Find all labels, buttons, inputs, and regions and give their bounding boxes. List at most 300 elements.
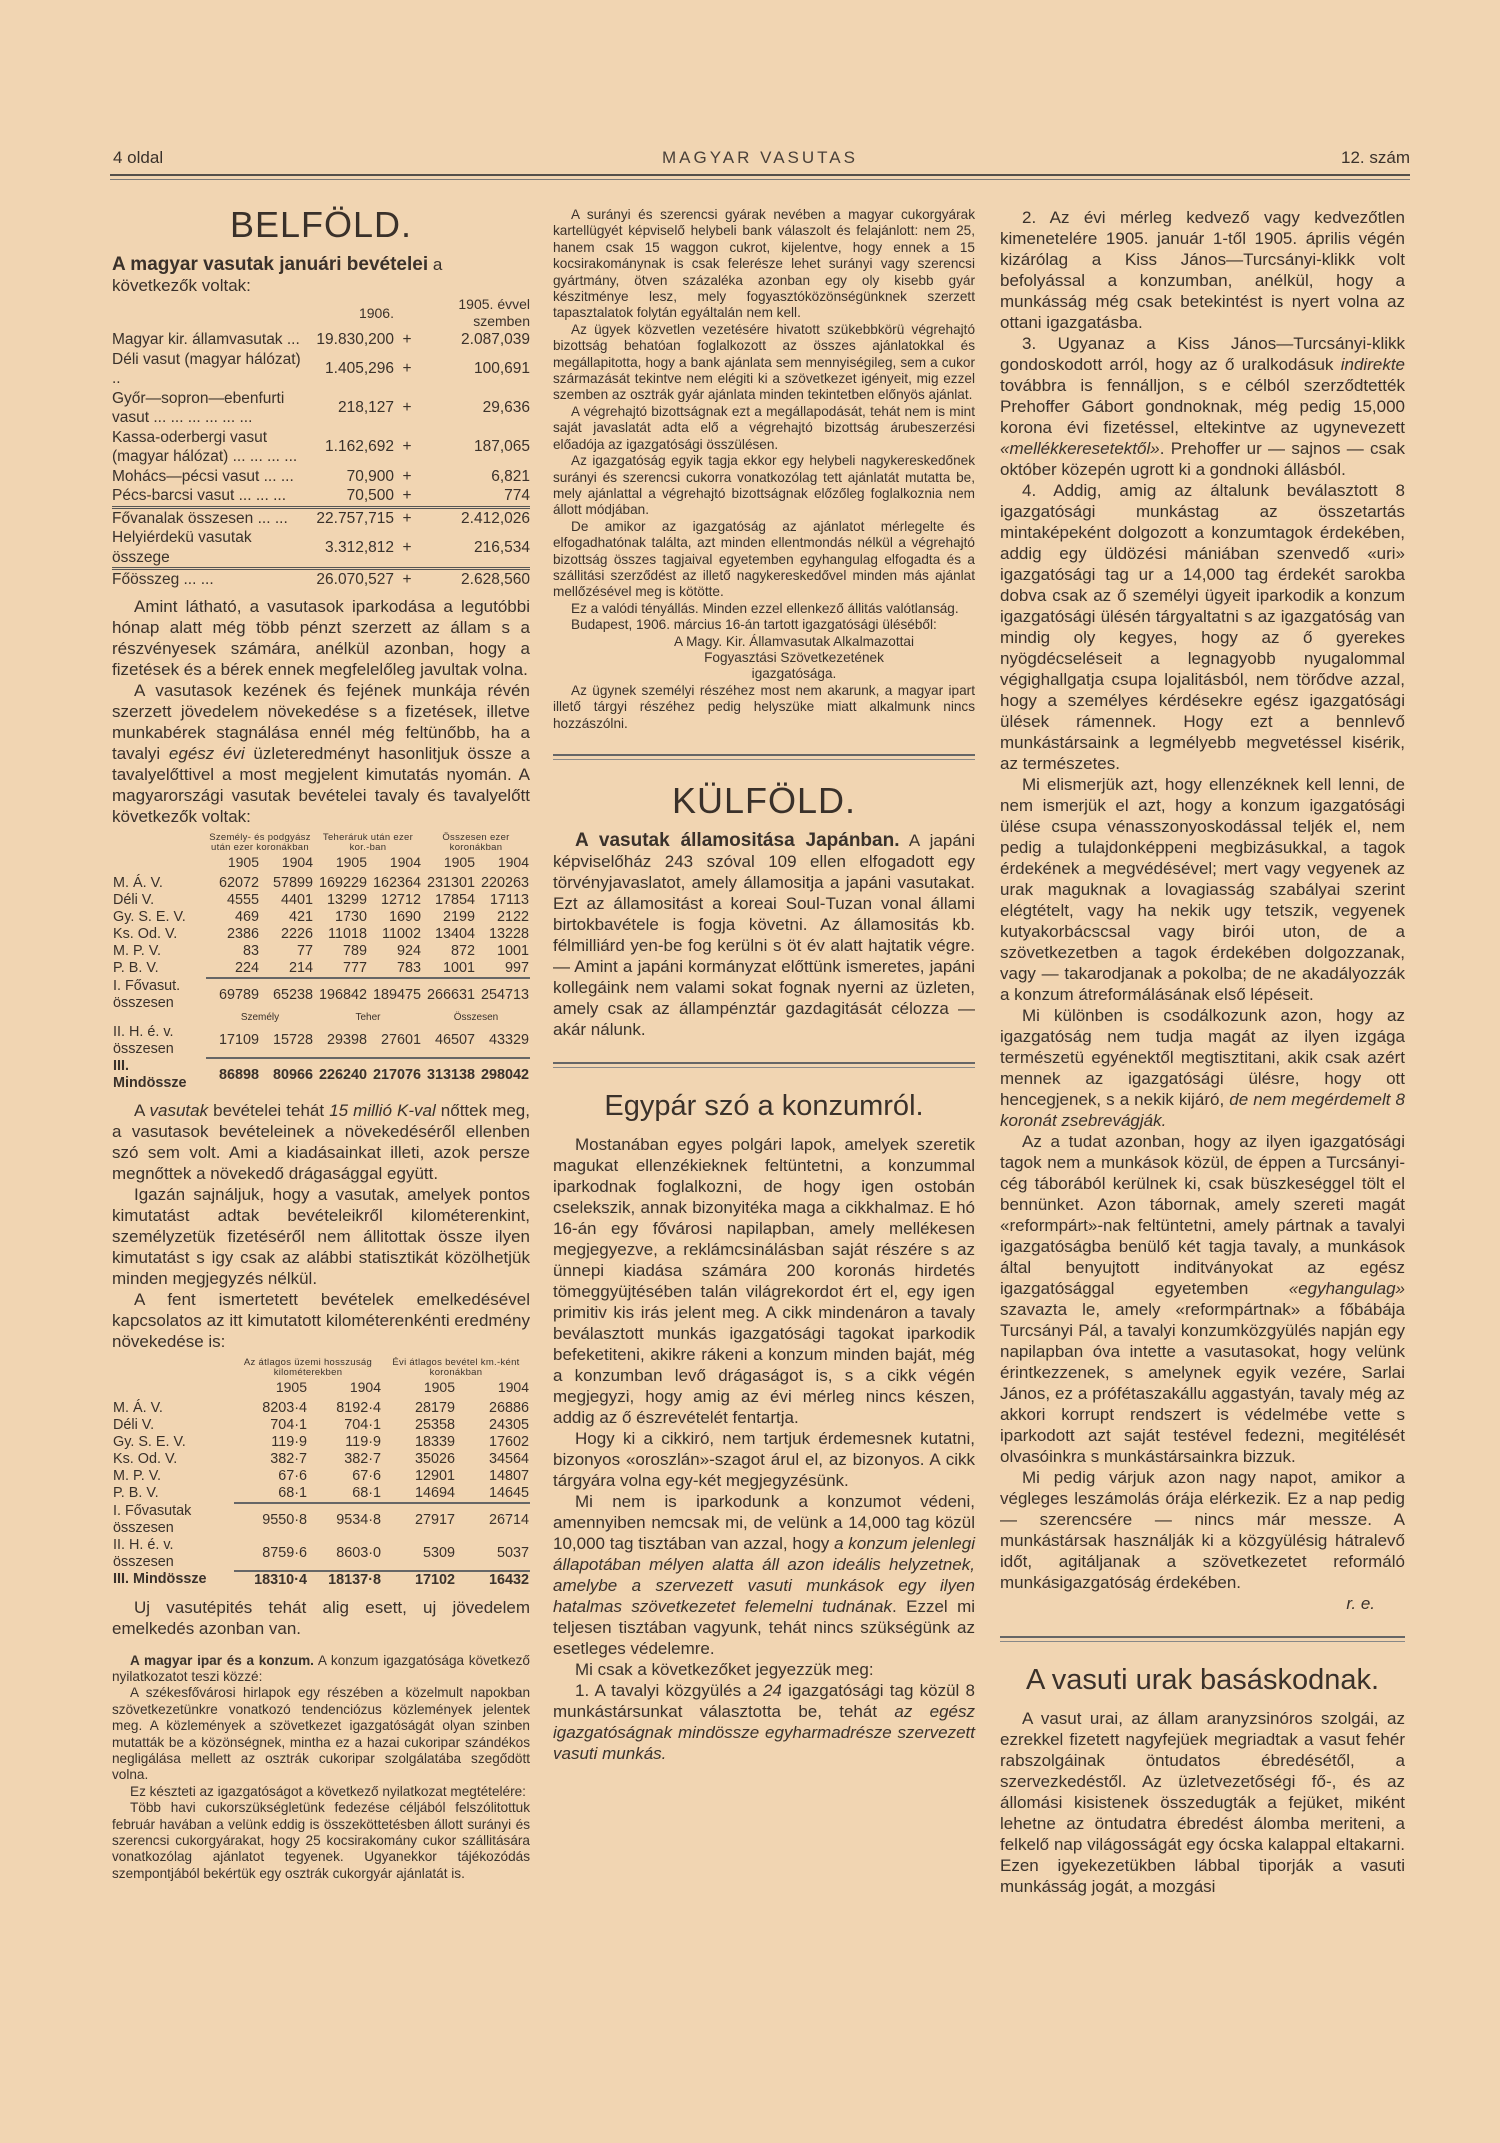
text-run: A [134, 1100, 150, 1120]
paragraph: Ez a valódi tényállás. Minden ezzel ellenkező állitás valótlanság. [571, 600, 959, 616]
cell: 789 [342, 942, 367, 959]
text-run: 3. Ugyanaz a Kiss János—Turcsányi-klikk gondoskodott arról, hogy az ő uralkodásuk [1000, 334, 1405, 374]
row-label: III. Mindössze [113, 1057, 187, 1091]
cell: 8603·0 [308, 1537, 382, 1571]
paragraph [553, 1680, 975, 1764]
text-run: Az a tudat azonban, hogy az ilyen igazgatósági tagok nem a munkások közül, de éppen a Turcsányi-cég táborából kerülnek ki, csak büszkeséggel tölt el bennünket. Azon tábornak, amely szereti magát «reformpárt»-nak feltüntetni, amely pártnak a tavalyi igazgatóságba benülő két tagja tavaly, a munkások által benyujtott inditványokat az egész igazgatósággal egyetemben [1000, 1132, 1405, 1298]
cell: 226240 [318, 1066, 367, 1083]
italic-run: 24 [762, 1681, 782, 1700]
table-body [112, 330, 530, 590]
konzum-comment [553, 683, 975, 732]
sub-header: Összesen [453, 1011, 499, 1023]
cell: + [402, 331, 412, 348]
text-run: A vasutasok kezének és fejének munkája révén szerzett jövedelem növekedése s a fizetések, illetve munkabérek stagnálása ennél még feltünőbb, ha a tavalyi [112, 680, 530, 763]
cell: 119·9 [345, 1433, 381, 1450]
total-row [112, 1058, 530, 1092]
cell: 2.087,039 [461, 331, 530, 348]
cell: 1.162,692 [325, 438, 394, 456]
row-label: M. Á. V. [113, 874, 163, 891]
cell: 9550·8 [262, 1511, 307, 1528]
cell: 4401 [280, 891, 313, 908]
konzum-statement [112, 1653, 530, 1883]
spacer [112, 296, 302, 330]
cell: 70,900 [346, 467, 394, 485]
cell: 924 [396, 942, 421, 959]
year-header: 1905 [275, 1378, 307, 1395]
table-row [112, 350, 530, 389]
row-label: II. H. é. v. összesen [113, 1536, 174, 1570]
article-body [112, 596, 530, 827]
row-label: Fővanalak összesen ... ... [112, 507, 302, 528]
paragraph: Hogy ki a cikkiró, nem tartjuk érdemesnek kutatni, bizonyos «oroszlán»-szagot árul el, az bizonyos. A cikk tárgyára volna egy-két megjegyzésünk. [553, 1429, 975, 1490]
cell: 382·7 [344, 1450, 381, 1467]
paragraph: Mi pedig várjuk azon nagy napot, amikor a végleges leszámolás órája elérkezik. Ez a nap pedig — szerencsére — nincs már messze. A munkástársak használják ki a közgyülésig hátralevő időt, agitáljanak a szövetkezetet reformáló munkásigazgatóság érdekében. [1000, 1468, 1405, 1592]
cell: + [394, 569, 420, 590]
vasuti-urak-article [1000, 1708, 1405, 1897]
spacer [112, 1379, 234, 1400]
cell: 29,636 [482, 399, 530, 417]
table-row [112, 1434, 530, 1451]
cell: 67·6 [278, 1467, 307, 1484]
konzum-article [553, 1134, 975, 1764]
text-run: továbbra is fennálljon, s e célból szerződtették Prehoffer Gábort gondnoknak, még pedig 15,000 korona évi fizetéssel, eltekintve az ugynevezett [1000, 376, 1405, 437]
total-row [112, 1571, 530, 1589]
cell: 35026 [414, 1450, 455, 1467]
group-header: Teheráruk után ezer kor.-ban [322, 831, 414, 853]
row-label: Helyiérdekü vasutak összege [112, 529, 252, 566]
cell: 189475 [372, 986, 421, 1003]
year-header: 1905 [443, 853, 475, 870]
cell: 68·1 [308, 1485, 382, 1503]
cell: 266631 [426, 986, 475, 1003]
cell: 77 [296, 942, 313, 959]
table-row [112, 330, 530, 350]
row-label: Gy. S. E. V. [113, 908, 186, 925]
row-label: Kassa-oderbergi vasut (magyar hálózat) ... ... ... ... [112, 428, 298, 465]
cell: + [402, 360, 412, 378]
col-header: 1905. évvel szemben [458, 296, 530, 329]
article-lead [112, 254, 530, 296]
section-divider [553, 1062, 975, 1068]
cell: 65238 [272, 986, 313, 1003]
year-row [112, 1379, 530, 1400]
cell: 13404 [434, 925, 475, 942]
paragraph: 4. Addig, amig az általunk beválasztott 8 igazgatósági munkástag az összetartás mintaképeként dolgozott a konzumtagok érdekében, addig egy üldözési mániában szenvedő «uri» igazgatósági tag ur a 14,000 tag érdekét sarokba dobva csak az ő személyi ügyeit iparkodik a konzum igazgatósági ülésén tárgyaltatni s az igazgatóság van mindig oly kegyes, hogy az ő gyerekes nyögdécseléseit a legnagyobb nyugalommal végighallgatja csupa lojalitásból, nem törődve azzal, hogy a személyes kérdésekre egész igazgatósági ülések rámennek. Hogy ezt a bennlevő munkástársaink a legmélyebb megvetéssel kisérik, az természetes. [1000, 481, 1405, 773]
group-header-row [112, 833, 530, 854]
cell: 421 [288, 908, 313, 925]
text-run: bevételei tehát [208, 1100, 330, 1120]
cell: 34564 [488, 1450, 529, 1467]
cell: 17602 [488, 1433, 529, 1450]
spacer [112, 854, 206, 875]
paragraph: A vasut urai, az állam aranyzsinóros szolgái, az ezrekkel fizetett nagyfejüek megriadtak a vasut fehér rabszolgáinak öntudatos ébredésétől, a szervezkedéstől. Az üzletvezetőségi fő-, és az állomási kisistenek összedugták a fejüket, miként lehetne az öntudatra ébredést álomba meriteni, a felkelő nap világosságát egy ócska kalappal eltakarni. Ezen igyekezetükben lábbal tiporják a vasuti munkásság jogát, a mozgási [1000, 1709, 1405, 1896]
sub-header-row [112, 1012, 530, 1024]
cell: 169229 [318, 874, 367, 891]
year-header: 1905 [335, 853, 367, 870]
text-run: igazgatósági tag közül 8 munkástársunkat választotta be, tehát [553, 1681, 975, 1721]
text-run: Mi nem is iparkodunk a konzumot védeni, amennyiben nemcsak mi, de velünk a 14,000 tag közül 10,000 tag tisztában van azzal, hogy [553, 1492, 975, 1553]
italic-run: a konzum jelenlegi állapotában mélyen alatta áll azon ideális helyzetnek, amelybe a szervezett vasuti munkások egy ilyen hatalmas szövetkezetet felemelni tudnának [553, 1534, 975, 1616]
cell: 220263 [480, 874, 529, 891]
cell: 19.830,200 [316, 331, 394, 348]
cell: 162364 [372, 874, 421, 891]
table-row [112, 569, 530, 590]
author-initials: r. e. [1346, 1594, 1375, 1613]
revenue-table-yearly [112, 833, 530, 1092]
cell: 43329 [476, 1024, 530, 1058]
italic-run: 15 millió K-val [329, 1100, 436, 1120]
text-run: üzleteredményt hasonlitjuk össze a tavalyelőttivel a most megjelent kimutatás nyomán. A magyarországi vasutak bevételei tavaly és tavalyelőtt következők voltak: [112, 743, 530, 826]
signature-line: Fogyasztási Szövetkezetének [704, 649, 884, 665]
cell: 57899 [272, 874, 313, 891]
table-row [112, 1417, 530, 1434]
paragraph: Mi csak a következőket jegyezzük meg: [575, 1660, 874, 1679]
paragraph [553, 1491, 975, 1659]
paragraph: A fent ismertetett bevételek emelkedésével kapcsolatos az itt kimutatott kilométerenkénti eredmény növekedése is: [112, 1289, 530, 1351]
header-rule [110, 174, 1410, 180]
cell: 16432 [488, 1571, 529, 1588]
row-label: I. Fővasut. összesen [113, 977, 181, 1011]
year-row [112, 854, 530, 875]
cell: 469 [234, 908, 259, 925]
row-label: M. P. V. [113, 1467, 161, 1484]
paragraph: Ez készteti az igazgatóságot a következő nyilatkozat megtételére: [130, 1783, 526, 1799]
cell: 298042 [480, 1066, 529, 1083]
cell: 25358 [414, 1416, 455, 1433]
table-row [112, 1485, 530, 1503]
cell: 14807 [488, 1467, 529, 1484]
cell: 11018 [328, 925, 367, 942]
cell: 382·7 [270, 1450, 307, 1467]
text-run: . Prehoffer ur — sajnos — csak október közepén ugrott ki a gondnoki állásból. [1000, 439, 1405, 479]
italic-run: vasutak [149, 1100, 209, 1120]
cell: + [402, 467, 412, 485]
table-row [112, 1451, 530, 1468]
row-label: III. Mindössze [113, 1571, 207, 1587]
newspaper-title: MAGYAR VASUTAS [662, 148, 858, 167]
row-label: Főösszeg ... ... [112, 569, 302, 590]
total-row [112, 1024, 530, 1058]
cell: 8759·6 [234, 1537, 308, 1571]
paragraph: A székesfővárosi hirlapok egy részében a közelmult napokban szövetkezetünkre vonatkozó tendenciózus közlemények jelentek meg. A közlemények a szövetkezet igazgatóságát olyan szinben mutatták be a közönségnek, mintha ez a hazai cukoripar szándékos negligálása mellett az osztrák cukoripar szolgálatába szegődött volna. [112, 1685, 530, 1783]
cell: 4555 [226, 891, 259, 908]
year-header: 1904 [389, 853, 421, 870]
cell: 8192·4 [336, 1399, 381, 1416]
total-row [112, 1537, 530, 1571]
column-right [1000, 207, 1405, 1897]
km-revenue-table [112, 1358, 530, 1589]
year-header: 1904 [281, 853, 313, 870]
text-run: szavazta le, amely «reformpártnak» a főbábája Turcsányi Pál, a tavalyi konzumközgyülés napján egy napilapban óva intette a vasutasokat, hogy velünk érintkezzenek, s amelynek egyik vezére, Sarlai János, ez a prófétaszakállu aggastyán, tavaly még az akkori korrupt rendszert is védelmébe vette s iparkodott azt saját testével fedezni, megitélését olvasóinkra s munkástársainkra bizzuk. [1000, 1300, 1405, 1466]
row-label: Mohács—pécsi vasut ... ... [112, 467, 294, 485]
row-label: M. Á. V. [113, 1399, 163, 1416]
article-body [112, 1100, 530, 1352]
paragraph: Igazán sajnáljuk, hogy a vasutak, amelyek pontos kimutatást adtak bevételeikről kilométerenkint, személyzetük fizetéséről nem állitottak össze ilyen kimutatást s igy csak az alábbi statisztikát közölhetjük minden megjegyzés nélkül. [112, 1184, 530, 1288]
issue-number: 12. szám [1341, 148, 1410, 167]
cell: 313138 [426, 1066, 475, 1083]
cell: 28179 [414, 1399, 455, 1416]
cell: 704·1 [270, 1416, 307, 1433]
page-number: 4 oldal [113, 148, 164, 167]
paragraph: Uj vasutépités tehát alig esett, uj jövedelem emelkedés azonban van. [112, 1597, 530, 1638]
cell: + [394, 507, 420, 528]
cell: 70,500 [346, 487, 394, 504]
italic-run: az egész igazgatóságnak mindössze egyharmadrésze szervezett vasuti munkás. [553, 1702, 975, 1763]
cell: 22.757,715 [302, 507, 394, 528]
cell: 26.070,527 [302, 569, 394, 590]
cell: 1001 [496, 942, 529, 959]
paragraph [1000, 333, 1405, 480]
cell: 12901 [414, 1467, 455, 1484]
cell: 29398 [314, 1024, 368, 1058]
spacer [112, 1358, 234, 1379]
table-row [112, 486, 530, 507]
cell: 187,065 [473, 438, 530, 456]
paragraph: Amint látható, a vasutasok iparkodása a legutóbbi hónap alatt még több pénzt szerzett az állam s a részvényesek számára, anélkül azonban, hogy a fizetések és a bérek ennek megfelelőleg javultak volna. [112, 596, 530, 679]
article-body [112, 1597, 530, 1639]
paragraph: Budapest, 1906. március 16-án tartott igazgatósági üléséből: [571, 617, 937, 633]
cell: 69789 [218, 986, 259, 1003]
sub-header: Teher [355, 1011, 381, 1023]
cell: 100,691 [473, 360, 530, 378]
table-row [112, 875, 530, 892]
bold-run: A magyar ipar és a konzum. [130, 1652, 314, 1668]
text-run: A japáni képviselőház 243 szóval 109 ellen elfogadott egy törvényjavaslatot, amely államositja a japáni vasutakat. Ezt az államositást a koreai Soul-Tuzan vonal állami birtokbavétele is fogja követni. Az államositás kb. félmilliárd yen-be fog kerülni s öt év alatt hajtatik végre. — Amint a japáni kormányzat előttünk ismeretes, japáni kollegáink nem valami sokat fognak nyerni az üzleten, amely csak az állampénztár gazdagitását célozza — akár nálunk. [553, 831, 976, 1039]
cell: 231301 [426, 874, 475, 891]
signature-line: A Magy. Kir. Államvasutak Alkalmazottai [674, 633, 914, 649]
cell: 83 [242, 942, 259, 959]
cell: 1.405,296 [325, 360, 394, 378]
cell: 15728 [260, 1024, 314, 1058]
cell: 17109 [206, 1024, 260, 1058]
cell: 997 [476, 960, 530, 978]
paragraph: 2. Az évi mérleg kedvező vagy kedvezőtlen kimenetelére 1905. január 1-től 1905. április végén kizárólag a Kiss János—Turcsányi-klikk volt befolyással a konzumban, anélkül, hogy a munkásság még csak betekintést is nyert volna az ottani igazgatásba. [1000, 208, 1405, 332]
italic-run: de nem megérdemelt 8 koronát zsebrevágják. [1000, 1090, 1405, 1130]
paragraph [112, 680, 530, 827]
table-row [112, 943, 530, 960]
table-row [112, 389, 530, 428]
row-label: P. B. V. [113, 960, 159, 976]
spacer [394, 296, 420, 330]
table-row [112, 1468, 530, 1485]
group-header-row [112, 1358, 530, 1379]
paragraph: Az igazgatóság egyik tagja ekkor egy helybeli nagykereskedőnek surányi és szerencsi cukorra vonatkozólag tett ajánlatát mutatta be, mely ajánlattal a végrehajtó bizottságnak előzőleg foglalkoznia nem állott módjában. [553, 453, 975, 518]
cell: + [402, 399, 412, 417]
cell: 18310·4 [254, 1571, 307, 1588]
group-header: Évi átlagos bevétel km.-ként koronákban [392, 1356, 520, 1378]
paragraph [112, 1653, 530, 1686]
cell: + [402, 438, 412, 456]
section-heading-belfold: BELFÖLD. [229, 204, 413, 245]
paragraph: Több havi cukorszükségletünk fedezése céljából felszólitottuk február havában a velünk eddig is összeköttetésben állott surányi és szerencsi cukorgyárakat, hogy 25 kocsirakomány cukor szállitására vonatkozólag ajánlatot tegyenek. Ugyanekkor tájékozódás szempontjából bekértük egy osztrák cukorgyár ajánlatát is. [112, 1800, 530, 1881]
paragraph [112, 1100, 530, 1184]
table-row [112, 926, 530, 943]
text-run: A konzum igazgatósága következő nyilatkozatot teszi közzé: [112, 1652, 530, 1684]
cell: 774 [504, 487, 530, 504]
paragraph: Az ügynek személyi részéhez most nem akarunk, a magyar ipart illető tárgyi részéhez pedig helyszüke miatt alkalmunk nincs hozzászólni. [553, 682, 975, 731]
statement-signature [553, 634, 975, 683]
column-left [112, 200, 530, 1882]
article-heading-vasuti-urak: A vasuti urak basáskodnak. [1025, 1664, 1380, 1696]
row-label: Pécs-barcsi vasut ... ... ... [112, 487, 286, 504]
cell: 13228 [488, 925, 529, 942]
cell: 24305 [488, 1416, 529, 1433]
cell: 1730 [334, 908, 367, 925]
paragraph [553, 830, 975, 1040]
paragraph: De amikor az igazgatóság az ajánlatot mérlegelte és elfogadhatónak találta, azt minden ellentmondás nélkül a végrehajtó bizottság összes tagjaival egyetemben egyhangulag elfogadta és a szállitási szerződést az illető nagykereskedővel minden más ajánlat mellőzésével meg is kötötte. [553, 518, 975, 600]
year-header: 1905 [227, 853, 259, 870]
row-label: Ks. Od. V. [113, 1450, 178, 1467]
cell: 783 [368, 960, 422, 978]
cell: 2.628,560 [420, 569, 530, 590]
group-header: Személy- és podgyász után ezer koronákban [209, 831, 311, 853]
cell: 62072 [218, 874, 259, 891]
cell: 218,127 [337, 399, 394, 417]
header-row [112, 296, 530, 330]
row-label: Déli vasut (magyar hálózat) .. [112, 350, 301, 387]
cell: 18137·8 [328, 1571, 381, 1588]
paragraph: A surányi és szerencsi gyárak nevében a magyar cukorgyárak kartellügyét képviselő helybeli bank válaszolt és felajánlott: nem 25, hanem csak 15 waggon cukrot, kijelentve, hogy ennek a 15 kocsirakománynak is csak felerésze lehet surányi vagy szerencsi gyártmány, ötven százaléka azonban egy oly kisebb gyár készitménye lesz, mely fogyasztóközönségünknek szerzett tapasztalatok folytán egyáltalán nem kell. [553, 207, 975, 321]
total-row [112, 1503, 530, 1537]
text-run: Mi különben is csodálkozunk azon, hogy az igazgatóság nem tudja magát az ilyen izgága természetü egyénektől megtisztitani, akik csak azért mennek az igazgatósági ülésre, hogy ott hencegjenek, s a nekik kijáró, [1000, 1006, 1405, 1109]
section-divider [1000, 1636, 1405, 1642]
cell: 216,534 [473, 538, 530, 556]
group-header: Az átlagos üzemi hosszuság kilométerekben [243, 1356, 373, 1378]
cell: 5037 [456, 1537, 530, 1571]
italic-run: «mellékkeresetektől» [1000, 439, 1160, 458]
italic-run: indirekte [1340, 355, 1405, 374]
cell: 3.312,812 [325, 538, 394, 556]
cell: 2.412,026 [420, 507, 530, 528]
cell: 777 [314, 960, 368, 978]
cell: 13299 [326, 891, 367, 908]
paragraph [1000, 1131, 1405, 1467]
spacer [112, 833, 206, 854]
cell: 224 [206, 960, 260, 978]
cell: 68·1 [234, 1485, 308, 1503]
row-label: P. B. V. [113, 1485, 159, 1501]
cell: 12712 [380, 891, 421, 908]
text-run: 1. A tavalyi közgyülés a [575, 1681, 763, 1700]
table-row [112, 467, 530, 487]
table-header [112, 296, 530, 330]
year-header: 1904 [497, 1378, 529, 1395]
column-middle [553, 207, 975, 1764]
cell: 2226 [280, 925, 313, 942]
cell: 14645 [456, 1485, 530, 1503]
cell: 8203·4 [262, 1399, 307, 1416]
row-label: II. H. é. v. összesen [113, 1023, 174, 1057]
col-header: 1906. [358, 304, 394, 321]
spacer [112, 1012, 206, 1024]
row-label: I. Fővasutak összesen [113, 1502, 192, 1536]
paragraph: Az ügyek közvetlen vezetésére hivatott szükebbkörü végrehajtó bizottság behatóan foglalkozott az összes ajánlatokkal és megállapitotta, hogy a bank ajánlata sem mennyiségileg, sem a cukor származását tekintve nem elégiti ki a szövetkezet igényeit, mig ezzel szemben az osztrák gyár ajánlata minden tekintetben előnyös ajánlat. [553, 321, 975, 403]
cell: 27917 [414, 1511, 455, 1528]
article-title: A magyar vasutak januári bevételei [112, 254, 429, 275]
japan-article [553, 830, 975, 1040]
table-row [112, 909, 530, 926]
sub-header: Személy [240, 1011, 280, 1023]
cell: 217076 [372, 1066, 421, 1083]
cell: 2199 [442, 908, 475, 925]
cell: 872 [450, 942, 475, 959]
row-label: Déli V. [113, 1416, 155, 1433]
section-heading-kulfold: KÜLFÖLD. [671, 780, 857, 821]
bold-run: A vasutak államositása Japánban. [575, 830, 900, 851]
article-heading-konzum: Egypár szó a konzumról. [604, 1090, 924, 1122]
paragraph: Mostanában egyes polgári lapok, amelyek szeretik magukat ellenzékieknek feltüntetni, a konzummal iparkodnak foglalkozni, de hogy igen ostobán cselekszik, annak bizonyitéka maga a cikkhalmaz. E hó 16-án egy fővárosi napilapban, amely mellékesen megjegyezve, a reklámcsinálásban saját részére s az ünnepi kiadása számára 200 koronás hirdetés tömeggyüjtésében talán világrekordot ért el, egy igen primitiv kis irás jelent meg. A cikk mindenáron a tavaly beválasztott munkás igazgatósági tagokat iparkodik befeketiteni, akikre rákeni a konzum minden baját, még a konzumban levő drágaságot is, s a cikk végén megjegyzi, hogy amig az évi mérleg nincs készen, addig az ő észrevételét fentartja. [553, 1135, 975, 1427]
row-label: Magyar kir. államvasutak ... [112, 331, 300, 348]
konzum-statement-continued [553, 207, 975, 634]
row-label: Gy. S. E. V. [113, 1433, 186, 1450]
paragraph [1000, 1005, 1405, 1131]
paragraph: Mi elismerjük azt, hogy ellenzéknek kell lenni, de nem ismerjük el azt, hogy a konzum igazgatósági ülése csupa vénasszonyoskodással teljék el, nem pedig a tulajdonképpeni megbizásukkal, a tagok érdekének a megvédésével; mert vagy vegyenek az urak maguknak a lovagiasság szabályai szerint elégtételt, vagy ha nekik ugy tetszik, vegyenek kutyakorbácscsal vagy birói uton, de a szövetkezetben a tagok érdekében dolgozzanak, vagy — takarodjanak a pokolba; de ne akadályozzák a konzum átreformálásának első lépéseit. [1000, 775, 1405, 1004]
row-label: Ks. Od. V. [113, 925, 178, 942]
cell: + [402, 487, 412, 504]
paragraph: A végrehajtó bizottságnak ezt a megállapodását, tehát nem is mint saját javaslatát adta elő a végrehajtó bizottság árubeszerzési előadója az igazgatósági összülésen. [553, 403, 975, 452]
cell: 5309 [382, 1537, 456, 1571]
cell: 9534·8 [336, 1511, 381, 1528]
group-header: Összesen ezer koronákban [442, 831, 510, 853]
cell: 86898 [218, 1066, 259, 1083]
cell: 2386 [226, 925, 259, 942]
table-row [112, 528, 530, 569]
table-row [112, 1400, 530, 1417]
cell: 704·1 [344, 1416, 381, 1433]
cell: 17102 [414, 1571, 455, 1588]
table-row [112, 892, 530, 909]
cell: 6,821 [491, 467, 530, 485]
table-row [112, 428, 530, 467]
cell: 27601 [368, 1024, 422, 1058]
cell: 18339 [414, 1433, 455, 1450]
italic-run: «egyhangulag» [1288, 1279, 1405, 1298]
cell: 119·9 [271, 1433, 307, 1450]
row-label: Déli V. [113, 891, 155, 908]
row-label: Győr—sopron—ebenfurti vasut ... ... ... ... ... ... [112, 389, 285, 426]
cell: 254713 [480, 986, 529, 1003]
cell: 80966 [272, 1066, 313, 1083]
cell: 214 [260, 960, 314, 978]
italic-run: egész évi [168, 743, 245, 763]
cell: 11002 [382, 925, 421, 942]
article-lead-text: a következők voltak: [112, 255, 443, 295]
revenue-table-january [112, 296, 530, 590]
cell: + [402, 538, 412, 556]
cell: 17854 [434, 891, 475, 908]
total-row [112, 978, 530, 1012]
table-row [112, 960, 530, 978]
cell: 2122 [496, 908, 529, 925]
cell: 17113 [490, 891, 529, 908]
cell: 1690 [388, 908, 421, 925]
cell: 14694 [382, 1485, 456, 1503]
table-row [112, 507, 530, 528]
konzum-article-continued [1000, 207, 1405, 1593]
text-run: . Ezzel mi teljesen tisztában vagyunk, tehát nincs szükségünk az esetleges védelemre. [553, 1597, 976, 1658]
year-header: 1905 [423, 1378, 455, 1395]
row-label: M. P. V. [113, 942, 161, 959]
cell: 1001 [422, 960, 476, 978]
text-run: nőttek meg, a vasutasok bevételeinek a növekedéséről ellenben szó sem volt. Ami a kiadásainkat illeti, azok persze megnőttek a növekedő drágasággal együtt. [112, 1100, 530, 1183]
cell: 67·6 [352, 1467, 381, 1484]
year-header: 1904 [497, 853, 529, 870]
signature-line: igazgatósága. [751, 666, 837, 682]
section-divider [553, 754, 975, 760]
year-header: 1904 [349, 1378, 381, 1395]
cell: 46507 [422, 1024, 476, 1058]
cell: 26714 [488, 1511, 529, 1528]
